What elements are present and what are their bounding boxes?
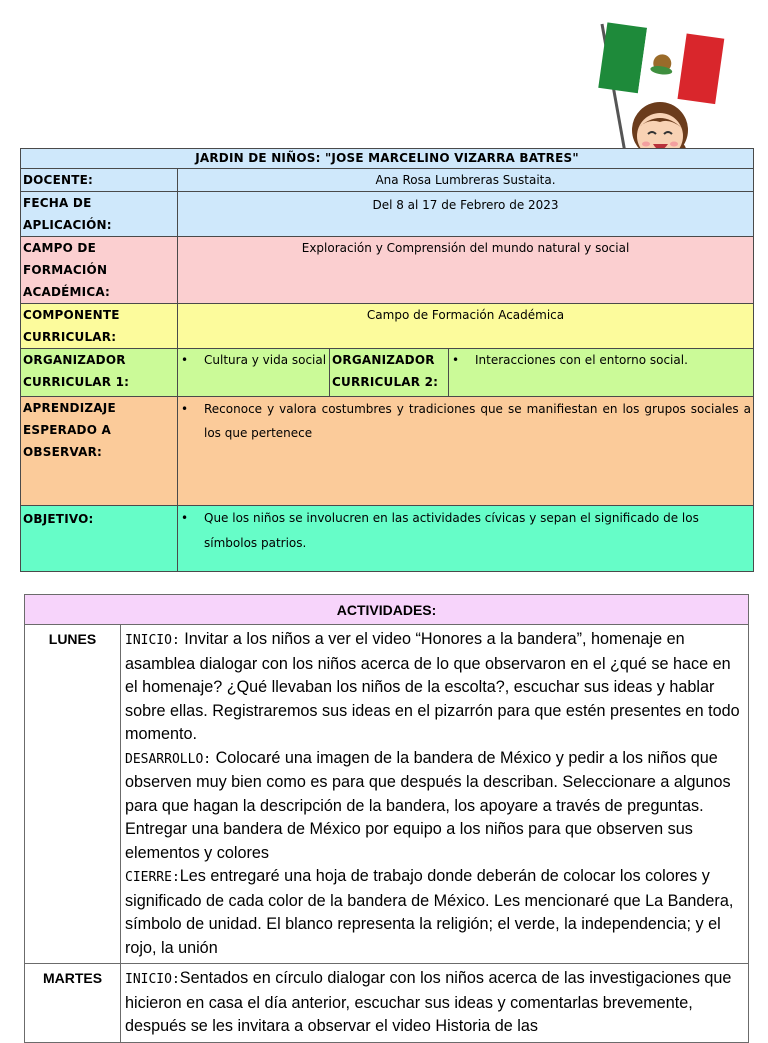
campo-value: Exploración y Comprensión del mundo natural y social bbox=[178, 237, 754, 304]
fecha-value: Del 8 al 17 de Febrero de 2023 bbox=[178, 192, 754, 237]
lunes-inicio-text: Invitar a los niños a ver el video “Honores a la bandera”, homenaje en asamblea dialogar con los niños acerca de lo que observaron en el ¿qué se hace en el homenaje? ¿Qué llevaban los niños de la escolta?, escuchar sus ideas y hablar sobre ellas. Registraremos sus ideas en el pizarrón para que estén presentes en todo momento. bbox=[125, 630, 740, 743]
componente-value: Campo de Formación Académica bbox=[178, 304, 754, 349]
cierre-label: CIERRE: bbox=[125, 870, 180, 885]
table-row bbox=[25, 625, 749, 964]
day-label-martes: MARTES bbox=[25, 964, 121, 1043]
lunes-activities bbox=[121, 625, 749, 964]
activities-table bbox=[24, 594, 749, 1043]
campo-label: CAMPO DE FORMACIÓN ACADÉMICA: bbox=[21, 237, 178, 304]
aprendizaje-label: APRENDIZAJE ESPERADO A OBSERVAR: bbox=[21, 397, 178, 506]
table-row bbox=[25, 964, 749, 1043]
docente-label: DOCENTE: bbox=[21, 169, 178, 192]
lunes-desarrollo-text: Colocaré una imagen de la bandera de México y pedir a los niños que observen muy bien como es para que después la describan. Seleccionare a algunos para que hagan la descripción de la bandera, los apoyare a través de preguntas. Entregar una bandera de México por equipo a los niños para que observen sus elementos y colores bbox=[125, 748, 731, 862]
objetivo-value: • Que los niños se involucren en las actividades cívicas y sepan el significado de los símbolos patrios. bbox=[178, 506, 754, 572]
lunes-cierre-text: Les entregaré una hoja de trabajo donde deberán de colocar los colores y significado de cada color de la bandera de México. Les mencionaré que La Bandera, símbolo de unidad. El blanco representa la religión; el verde, la independencia; y el rojo, la unión bbox=[125, 867, 734, 957]
organizador2-value: • Interacciones con el entorno social. bbox=[449, 349, 754, 397]
activities-title: ACTIVIDADES: bbox=[25, 595, 749, 625]
inicio-label: INICIO: bbox=[125, 972, 180, 987]
desarrollo-label: DESARROLLO: bbox=[125, 751, 212, 767]
day-label-lunes: LUNES bbox=[25, 625, 121, 964]
objetivo-label: OBJETIVO: bbox=[21, 506, 178, 572]
fecha-label: FECHA DE APLICACIÓN: bbox=[21, 192, 178, 237]
inicio-label: INICIO: bbox=[125, 633, 180, 648]
martes-activities bbox=[121, 964, 749, 1043]
organizador2-label: ORGANIZADOR CURRICULAR 2: bbox=[330, 349, 449, 397]
aprendizaje-value: • Reconoce y valora costumbres y tradiciones que se manifiestan en los grupos sociales a los que pertenece bbox=[178, 397, 754, 506]
componente-label: COMPONENTE CURRICULAR: bbox=[21, 304, 178, 349]
docente-value: Ana Rosa Lumbreras Sustaita. bbox=[178, 169, 754, 192]
planning-info-table bbox=[20, 148, 754, 572]
organizador1-value: • Cultura y vida social bbox=[178, 349, 330, 397]
organizador1-label: ORGANIZADOR CURRICULAR 1: bbox=[21, 349, 178, 397]
martes-inicio-text: Sentados en círculo dialogar con los niños acerca de las investigaciones que hicieron en casa el día anterior, escuchar sus ideas y comentarlas brevemente, después se les invitara a observar el video Historia de las bbox=[125, 969, 732, 1035]
school-name: JARDIN DE NIÑOS: "JOSE MARCELINO VIZARRA BATRES" bbox=[21, 149, 754, 169]
